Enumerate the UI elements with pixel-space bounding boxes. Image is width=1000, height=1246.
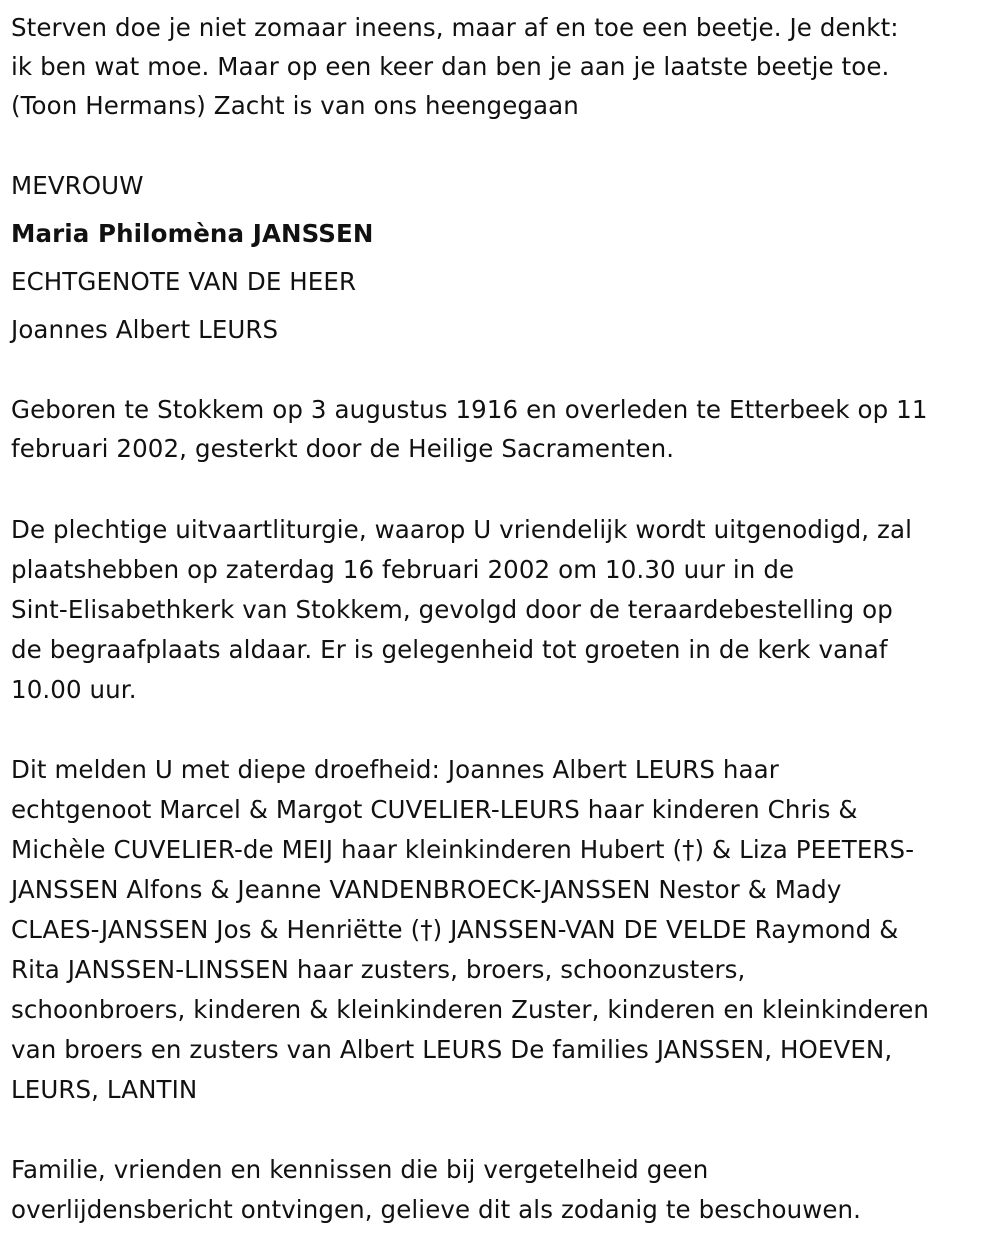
funeral-line-4: de begraafplaats aldaar. Er is gelegenheid tot groeten in de kerk vanaf [11, 635, 888, 664]
funeral-line-2: plaatshebben op zaterdag 16 februari 2002 om 10.30 uur in de [11, 555, 795, 584]
mourners-line-6: Rita JANSSEN-LINSSEN haar zusters, broers, schoonzusters, [11, 955, 746, 984]
funeral-line-5: 10.00 uur. [11, 675, 137, 704]
mourners-line-8: van broers en zusters van Albert LEURS De families JANSSEN, HOEVEN, [11, 1035, 893, 1064]
intro-line-2: ik ben wat moe. Maar op een keer dan ben je aan je laatste beetje toe. [11, 52, 890, 81]
salutation: MEVROUW [11, 171, 144, 200]
intro-line-3: (Toon Hermans) Zacht is van ons heengegaan [11, 91, 579, 120]
funeral-line-3: Sint-Elisabethkerk van Stokkem, gevolgd door de teraardebestelling op [11, 595, 893, 624]
intro-line-1: Sterven doe je niet zomaar ineens, maar af en toe een beetje. Je denkt: [11, 13, 899, 42]
birth-line-1: Geboren te Stokkem op 3 augustus 1916 en overleden te Etterbeek op 11 [11, 395, 928, 424]
mourners-line-5: CLAES-JANSSEN Jos & Henriëtte (†) JANSSEN-VAN DE VELDE Raymond & [11, 915, 899, 944]
closing-line-1: Familie, vrienden en kennissen die bij vergetelheid geen [11, 1155, 709, 1184]
closing-line-2: overlijdensbericht ontvingen, gelieve dit als zodanig te beschouwen. [11, 1195, 862, 1224]
deceased-name: Maria Philomèna JANSSEN [11, 219, 374, 248]
birth-line-2: februari 2002, gesterkt door de Heilige Sacramenten. [11, 434, 675, 463]
mourners-line-4: JANSSEN Alfons & Jeanne VANDENBROECK-JANSSEN Nestor & Mady [11, 875, 842, 904]
mourners-line-7: schoonbroers, kinderen & kleinkinderen Zuster, kinderen en kleinkinderen [11, 995, 930, 1024]
mourners-line-1: Dit melden U met diepe droefheid: Joannes Albert LEURS haar [11, 755, 779, 784]
relation-label: ECHTGENOTE VAN DE HEER [11, 267, 357, 296]
funeral-line-1: De plechtige uitvaartliturgie, waarop U vriendelijk wordt uitgenodigd, zal [11, 515, 912, 544]
mourners-line-9: LEURS, LANTIN [11, 1075, 198, 1104]
spouse-name: Joannes Albert LEURS [11, 315, 279, 344]
mourners-line-3: Michèle CUVELIER-de MEIJ haar kleinkinderen Hubert (†) & Liza PEETERS- [11, 835, 915, 864]
mourners-line-2: echtgenoot Marcel & Margot CUVELIER-LEURS haar kinderen Chris & [11, 795, 858, 824]
